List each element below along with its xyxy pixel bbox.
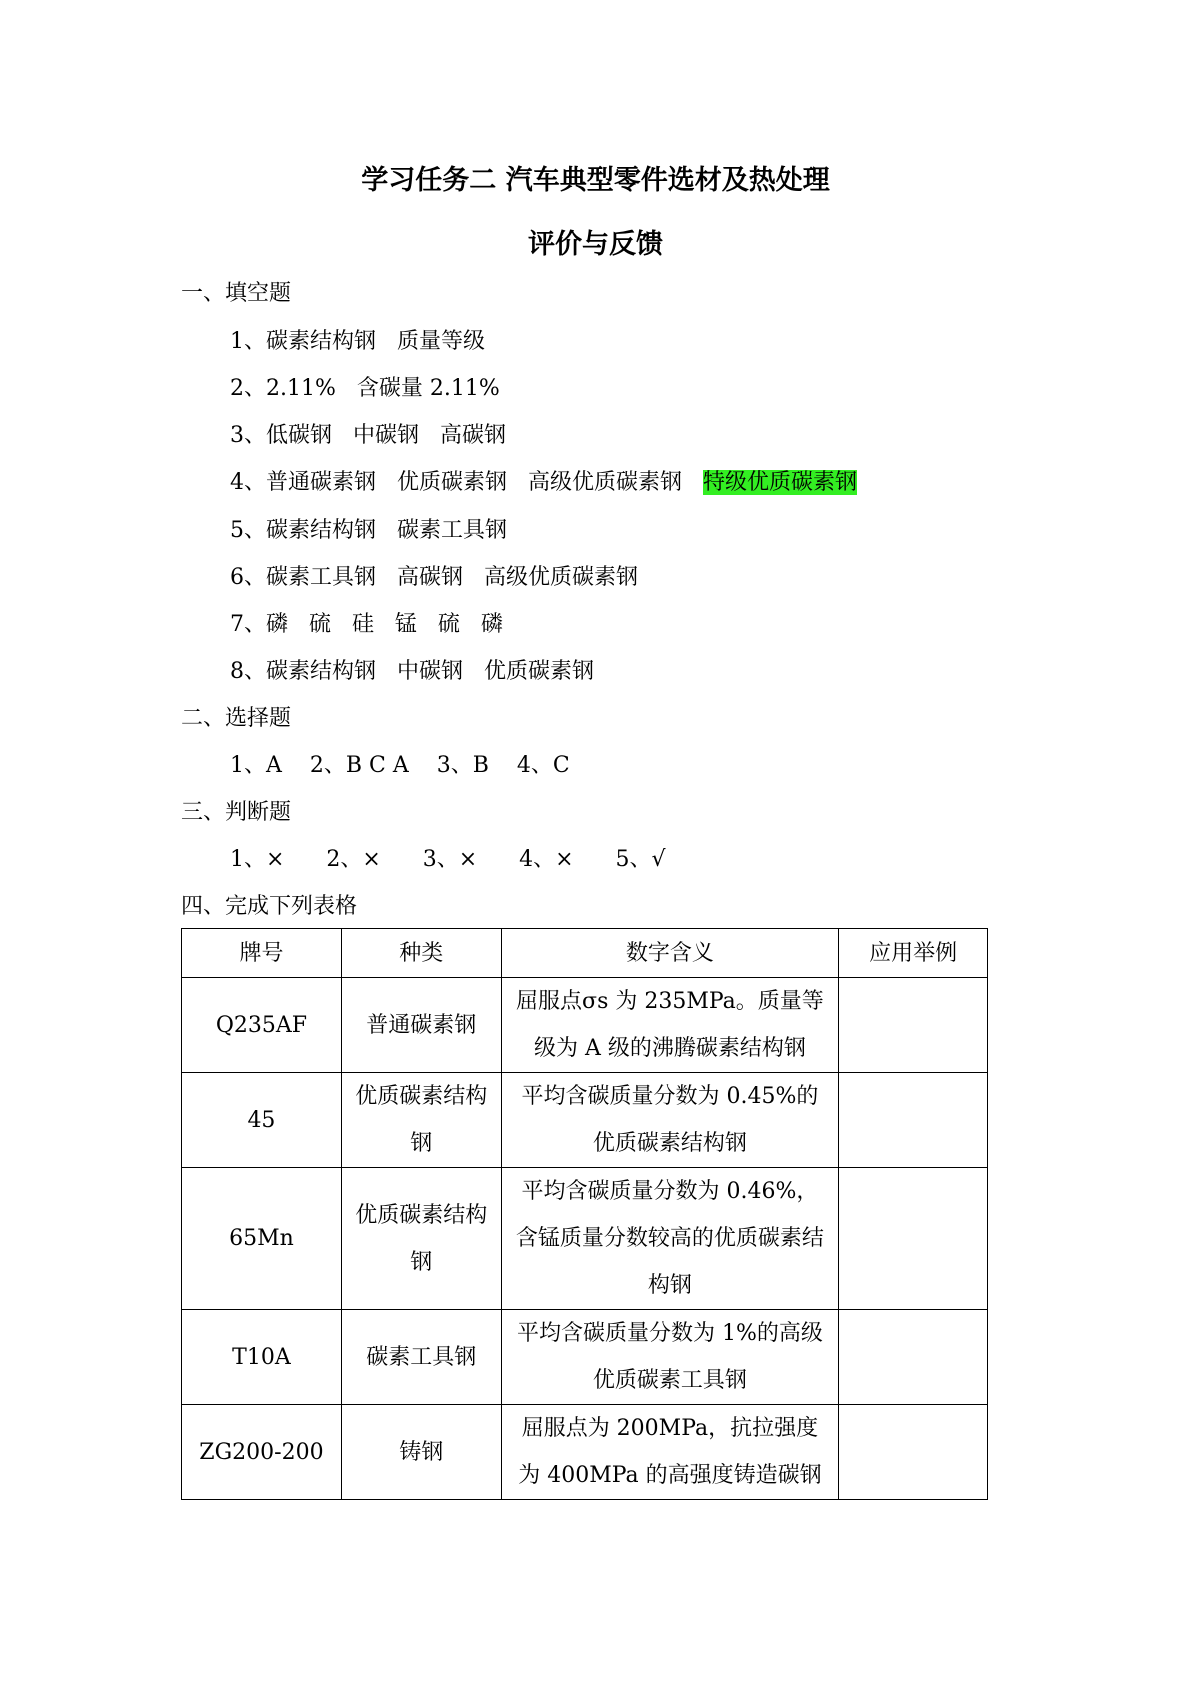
steel-grade-table: [181, 928, 988, 1500]
table-row: [182, 1405, 988, 1500]
cell-application: [839, 1405, 988, 1500]
cell-type: 优质碳素结构钢: [341, 1168, 501, 1310]
fill-blank-item-5: 5、碳素结构钢 碳素工具钢: [230, 518, 507, 543]
fill-blank-item-8: 8、碳素结构钢 中碳钢 优质碳素钢: [230, 659, 594, 684]
highlighted-answer: 特级优质碳素钢: [702, 470, 857, 495]
cell-meaning: 平均含碳质量分数为 1%的高级优质碳素工具钢: [501, 1310, 839, 1405]
section-heading-fill-blank: 一、填空题: [181, 281, 292, 306]
fill-blank-item-4-text: 4、普通碳素钢 优质碳素钢 高级优质碳素钢: [230, 470, 703, 495]
fill-blank-item-4: [230, 468, 857, 498]
cell-type: 普通碳素钢: [341, 978, 501, 1073]
cell-grade: Q235AF: [182, 978, 342, 1073]
page-subtitle: 评价与反馈: [528, 229, 663, 260]
cell-application: [839, 978, 988, 1073]
cell-application: [839, 1168, 988, 1310]
fill-blank-item-6: 6、碳素工具钢 高碳钢 高级优质碳素钢: [230, 565, 638, 590]
cell-grade: ZG200-200: [182, 1405, 342, 1500]
cell-grade: T10A: [182, 1310, 342, 1405]
true-false-answers: 1、× 2、× 3、× 4、× 5、√: [230, 847, 666, 872]
table-row: [182, 1073, 988, 1168]
column-header-application: 应用举例: [839, 929, 988, 978]
table-row: [182, 978, 988, 1073]
fill-blank-item-7: 7、磷 硫 硅 锰 硫 磷: [230, 612, 503, 637]
cell-meaning: 屈服点为 200MPa，抗拉强度为 400MPa 的高强度铸造碳钢: [501, 1405, 839, 1500]
section-heading-table: 四、完成下列表格: [181, 894, 358, 919]
page-title: 学习任务二 汽车典型零件选材及热处理: [361, 165, 830, 196]
cell-meaning: 平均含碳质量分数为 0.45%的优质碳素结构钢: [501, 1073, 839, 1168]
table-row: [182, 1310, 988, 1405]
cell-grade: 65Mn: [182, 1168, 342, 1310]
column-header-meaning: 数字含义: [501, 929, 839, 978]
cell-application: [839, 1310, 988, 1405]
fill-blank-item-3: 3、低碳钢 中碳钢 高碳钢: [230, 423, 506, 448]
cell-type: 优质碳素结构钢: [341, 1073, 501, 1168]
cell-grade: 45: [182, 1073, 342, 1168]
cell-meaning: 平均含碳质量分数为 0.46%，含锰质量分数较高的优质碳素结构钢: [501, 1168, 839, 1310]
column-header-type: 种类: [341, 929, 501, 978]
fill-blank-item-1: 1、碳素结构钢 质量等级: [230, 329, 485, 354]
table-row: [182, 1168, 988, 1310]
cell-type: 碳素工具钢: [341, 1310, 501, 1405]
cell-application: [839, 1073, 988, 1168]
section-heading-true-false: 三、判断题: [181, 800, 292, 825]
column-header-grade: 牌号: [182, 929, 342, 978]
multiple-choice-answers: 1、A 2、B C A 3、B 4、C: [230, 753, 570, 778]
table-header-row: [182, 929, 988, 978]
section-heading-multiple-choice: 二、选择题: [181, 706, 292, 731]
fill-blank-item-2: 2、2.11% 含碳量 2.11%: [230, 376, 500, 401]
cell-meaning: 屈服点σs 为 235MPa。质量等级为 A 级的沸腾碳素结构钢: [501, 978, 839, 1073]
cell-type: 铸钢: [341, 1405, 501, 1500]
